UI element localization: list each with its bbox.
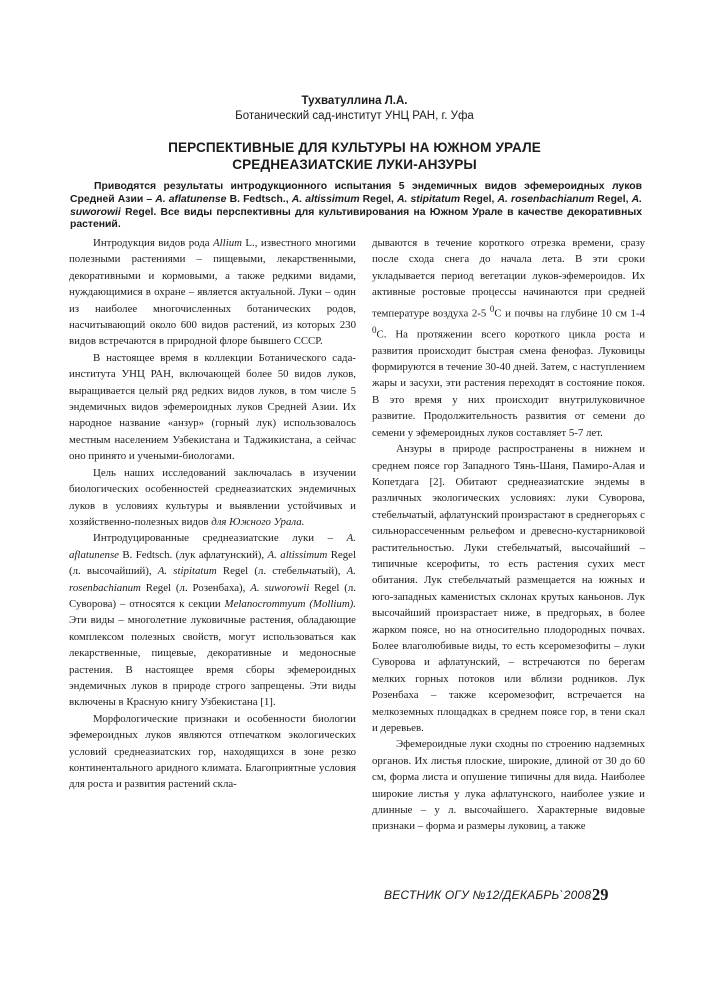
species-name: A. altissimum bbox=[267, 548, 328, 561]
italic-text: для Южного Урала. bbox=[211, 515, 305, 528]
paragraph-text: L., известного многими полезными растениями – пищевыми, лекарственными, декоративными и кормовыми, а также редкими видами, нуждающимися в охране – является актуальной. Луки – один из наиболее многочисленных ботанических родов, насчитывающий около 600 видов растений, из которых 230 видов встречаются в природной флоре бывшего СССР. bbox=[69, 237, 356, 348]
paragraph-text: Regel (л. Розенбаха), bbox=[140, 581, 251, 594]
paragraph-text: B. Fedtsch. (лук афлатунский), bbox=[119, 548, 268, 561]
abstract bbox=[70, 181, 642, 232]
abstract-text: Regel, bbox=[594, 193, 632, 205]
abstract-text: Regel. Все виды перспективны для культивирования на Южном Урале в качестве декоративных растений. bbox=[70, 206, 642, 231]
paragraph-text: дываются в течение короткого отрезка времени, сразу после схода снега до начала лета. В эти сроки укладывается период вегетации луков-эфемероидов. Их активные ростовые процессы начинаются при средней температуре воздуха 2-5 bbox=[372, 237, 645, 320]
paragraph-text: С и почвы на глубине 10 см 1-4 bbox=[494, 307, 645, 320]
degree-superscript: 0 bbox=[372, 324, 377, 335]
left-column bbox=[69, 235, 356, 793]
paragraph-text: Regel (л. стебельчатый), bbox=[216, 565, 347, 578]
paragraph-text: С. На протяжении всего короткого цикла роста и развития происходит быстрая смена фенофаз. Луковицы формируются в течение 30-40 дней. Затем, с наступлением жары и засухи, эти растения переходят в состояние покоя. В это время у них происходит внутрилуковичное развитие. Продолжительность развития от семени до семени у эфемероидных луков составляет 5-7 лет. bbox=[372, 328, 645, 439]
author-name: Тухватуллина Л.А. bbox=[301, 95, 408, 107]
species-name: A. suworowii bbox=[250, 581, 310, 594]
abstract-text: Regel, bbox=[359, 193, 397, 205]
abstract-text: B. Fedtsch., bbox=[226, 193, 292, 205]
species-name: A. stipitatum bbox=[396, 193, 461, 205]
paragraph: Эфемероидные луки сходны по строению надземных органов. Их листья плоские, широкие, длиной от 30 до 60 см, форма листа и опушение типичны для вида. Наиболее широкие листья у лука афлатунского, наиболее узкие и длинные – у л. высочайшего. Характерные видовые признаки – форма и размеры луковиц, а также bbox=[372, 738, 645, 833]
paragraph bbox=[372, 235, 645, 441]
species-name: A. rosenbachianum bbox=[69, 565, 356, 594]
species-name: A. aflatunense bbox=[155, 193, 227, 205]
paragraph bbox=[69, 530, 356, 710]
paragraph bbox=[69, 235, 356, 350]
paragraph-text: Regel (л. высочайший), bbox=[69, 548, 356, 578]
species-name: A. suworowii bbox=[70, 193, 642, 218]
page-number: 29 bbox=[592, 885, 609, 904]
species-name: A. aflatunense bbox=[69, 532, 356, 561]
article-title bbox=[0, 139, 709, 173]
section-name: Melanocrommyum (Mollium). bbox=[224, 597, 356, 610]
paragraph-text: Интродуцированные среднеазиатские луки – bbox=[93, 532, 347, 545]
paragraph bbox=[69, 465, 356, 531]
paragraph: Анзуры в природе распространены в нижнем и среднем поясе гор Западного Тянь-Шаня, Памиро-Алая и Копетдага [2]. Обитают среднеазиатские эндемы в различных экологических условиях: луки Суворова, стебельчатый, афлатунский произрастают в среднегорьях с сильнорассеченным рельефом и древесно-кустарниковой растительностью. Луки стебельчатый, высочайший – типичные ксерофиты, то есть растения сухих мест обитания. Лук стебельчатый размещается на южных и юго-западных каменистых склонах крутых каньонов. Лук высочайший произрастает ниже, в предгорьях, в более жарком поясе, но на относительно плодородных почвах. Более влаголюбивые виды, то есть ксеромезофиты – луки Суворова и афлатунский, – встречаются по берегам мелких горных потоков или вблизи родников. Лук Розенбаха – также ксеромезофит, встречается на мелкоземных площадках в среднем поясе гор, в тени скал и деревьев. bbox=[372, 443, 645, 734]
species-name: A. altissimum bbox=[291, 193, 360, 205]
abstract-text: Regel, bbox=[460, 193, 498, 205]
paragraph-text: Regel (л. Суворова) – относятся к секции bbox=[69, 581, 356, 610]
species-name: A. rosenbachianum bbox=[497, 193, 595, 205]
author-affiliation: Ботанический сад-институт УНЦ РАН, г. Уфа bbox=[235, 110, 474, 122]
abstract-text: Приводятся результаты интродукционного испытания 5 эндемичных видов эфемероидных луков Средней Азии – bbox=[70, 181, 642, 205]
species-name: A. stipitatum bbox=[157, 565, 217, 578]
journal-footer: ВЕСТНИК ОГУ №12/ДЕКАБРЬ`2008 bbox=[384, 888, 592, 902]
right-column bbox=[372, 235, 645, 835]
paragraph-text: Эти виды – многолетние луковичные растения, обладающие комплексом полезных свойств, могут использоваться как лекарственные, пищевые, декоративные и медоносные растения. В настоящее время сборы эфемероидных эндемичных луков в природе строго запрещены. Эти виды включены в Красную книгу Узбекистана [1]. bbox=[69, 614, 356, 709]
paragraph-text: Интродукция видов рода bbox=[93, 237, 214, 249]
paragraph-text: Цель наших исследований заключалась в изучении биологических особенностей среднеазиатских эндемичных луков в условиях культуры и выявлении устойчивых и хозяйственно-полезных видов bbox=[69, 466, 356, 528]
title-line-1: ПЕРСПЕКТИВНЫЕ ДЛЯ КУЛЬТУРЫ НА ЮЖНОМ УРАЛЕ bbox=[168, 140, 541, 155]
genus-name: Allium bbox=[213, 237, 242, 249]
paragraph: В настоящее время в коллекции Ботанического сада-института УНЦ РАН, включающей более 50 видов луков, выращивается целый ряд редких видов луков, в том числе 5 эндемичных видов эфемероидных луков Средней Азии. Их народное название «анзур» (горный лук) использовалось местным населением Узбекистана и Таджикистана, а сейчас оно принято и учеными-биологами. bbox=[69, 351, 356, 463]
paragraph: Морфологические признаки и особенности биологии эфемероидных луков являются отпечатком экологических условий среднеазиатских гор, находящихся в зоне резко континентального аридного климата. Благоприятные условия для роста и развития растений скла- bbox=[69, 712, 356, 791]
title-line-2: СРЕДНЕАЗИАТСКИЕ ЛУКИ-АНЗУРЫ bbox=[232, 157, 477, 172]
degree-superscript: 0 bbox=[489, 303, 495, 314]
